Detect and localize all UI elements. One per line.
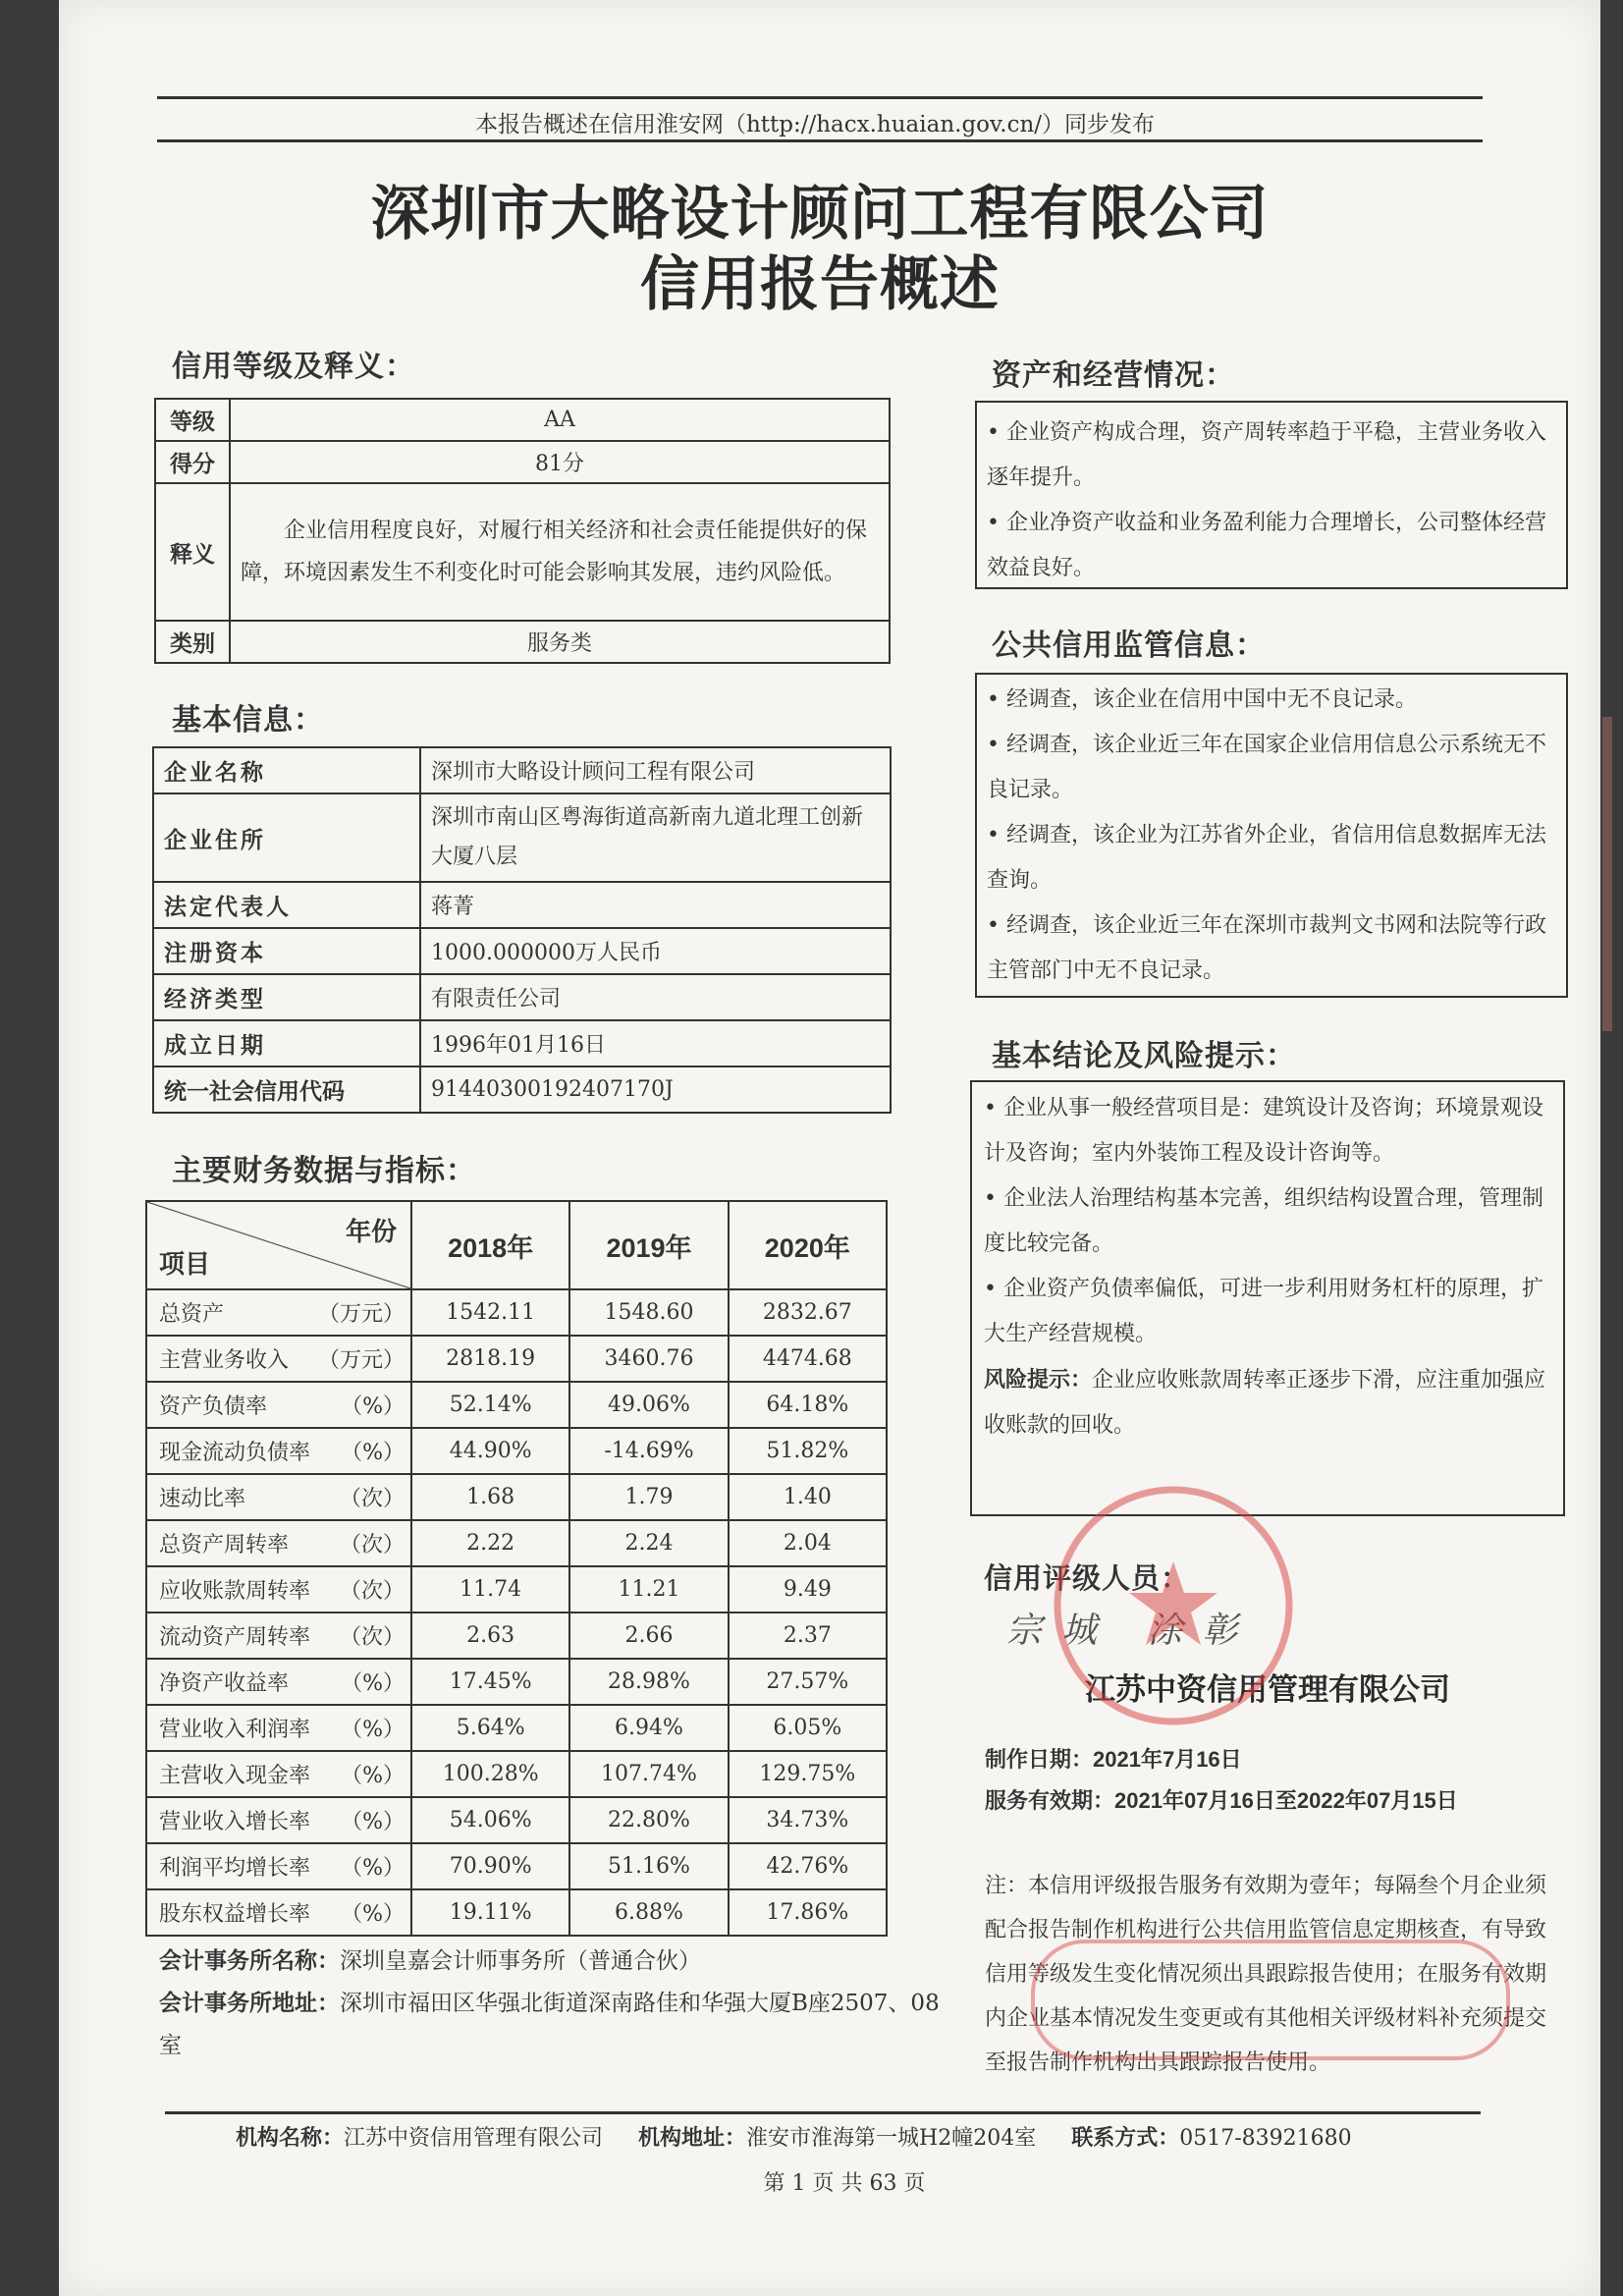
table-row xyxy=(155,621,890,663)
metric-label xyxy=(146,1659,411,1705)
metric-label xyxy=(146,1613,411,1659)
table-row xyxy=(153,747,891,793)
metric-name: 资产负债率 xyxy=(159,1394,268,1419)
metric-name: 总资产 xyxy=(159,1302,225,1327)
meaning-value: 企业信用程度良好，对履行相关经济和社会责任能提供好的保障，环境因素发生不利变化时可能会影响其发展，违约风险低。 xyxy=(230,483,890,621)
score-value: 81分 xyxy=(230,441,890,483)
list-item: • 经调查，该企业为江苏省外企业，省信用信息数据库无法查询。 xyxy=(987,823,1546,893)
accounting-firm-address-label: 会计事务所地址： xyxy=(159,1990,340,2016)
basic-info-table xyxy=(152,746,892,1114)
metric-value: 1548.60 xyxy=(569,1289,728,1336)
metric-name: 应收账款周转率 xyxy=(159,1579,311,1604)
basic-info-value: 91440300192407170J xyxy=(420,1066,891,1113)
metric-value: 11.21 xyxy=(569,1566,728,1613)
metric-value: 2818.19 xyxy=(411,1336,569,1382)
report-title: 信用报告概述 xyxy=(640,250,1000,319)
basic-info-label: 统一社会信用代码 xyxy=(153,1066,420,1113)
metric-unit: （%） xyxy=(341,1671,405,1696)
table-row xyxy=(153,928,891,974)
seam-seal-icon xyxy=(1602,717,1612,1031)
metric-name: 利润平均增长率 xyxy=(159,1856,311,1881)
metric-value: 70.90% xyxy=(411,1843,569,1889)
validity-period: 2021年07月16日至2022年07月15日 xyxy=(1114,1788,1458,1813)
credit-grade-table xyxy=(154,398,891,664)
list-item: • 企业从事一般经营项目是：建筑设计及咨询；环境景观设计及咨询；室内外装饰工程及设计咨询等。 xyxy=(984,1096,1543,1166)
issue-date-label: 制作日期： xyxy=(985,1747,1094,1772)
metric-value: 17.45% xyxy=(411,1659,569,1705)
conclusion-list xyxy=(984,1086,1553,1449)
table-row xyxy=(153,1020,891,1066)
report-page xyxy=(59,0,1600,2296)
basic-info-value: 深圳市大略设计顾问工程有限公司 xyxy=(420,747,891,793)
metric-unit: （%） xyxy=(341,1441,405,1465)
contract-seal-icon xyxy=(1031,1940,1510,2060)
metric-value: 51.82% xyxy=(729,1428,887,1474)
metric-label xyxy=(146,1336,411,1382)
metric-label xyxy=(146,1428,411,1474)
metric-value: 11.74 xyxy=(411,1566,569,1613)
basic-info-label: 企业住所 xyxy=(153,793,420,882)
table-row xyxy=(146,1201,887,1289)
list-item: • 企业资产构成合理，资产周转率趋于平稳，主营业务收入逐年提升。 xyxy=(987,420,1546,490)
metric-value: 5.64% xyxy=(411,1705,569,1751)
list-item: • 企业资产负债率偏低，可进一步利用财务杠杆的原理，扩大生产经营规模。 xyxy=(984,1277,1543,1346)
basic-info-value: 蒋菁 xyxy=(420,882,891,928)
metric-unit: （万元） xyxy=(317,1302,405,1327)
credit-grade-heading: 信用等级及释义： xyxy=(172,350,415,384)
metric-value: 19.11% xyxy=(411,1889,569,1936)
financials-table xyxy=(145,1200,888,1937)
metric-name: 营业收入利润率 xyxy=(159,1718,311,1742)
conclusion-heading: 基本结论及风险提示： xyxy=(992,1039,1296,1073)
meaning-label: 释义 xyxy=(155,483,230,621)
grade-label: 等级 xyxy=(155,399,230,441)
metric-value: 49.06% xyxy=(569,1382,728,1428)
accounting-firm-name-label: 会计事务所名称： xyxy=(159,1947,340,1974)
metric-value: 27.57% xyxy=(729,1659,887,1705)
assets-list xyxy=(987,410,1556,591)
table-row xyxy=(153,1066,891,1113)
table-row xyxy=(153,882,891,928)
metric-unit: （%） xyxy=(341,1764,405,1788)
table-row xyxy=(146,1289,887,1336)
corner-item: 项目 xyxy=(159,1249,211,1279)
metric-value: 6.05% xyxy=(729,1705,887,1751)
metric-name: 流动资产周转率 xyxy=(159,1625,311,1650)
basic-info-label: 法定代表人 xyxy=(153,882,420,928)
metric-name: 营业收入增长率 xyxy=(159,1810,311,1834)
table-row xyxy=(146,1751,887,1797)
accounting-firm-name-line xyxy=(159,1942,701,1975)
list-item: • 经调查，该企业近三年在深圳市裁判文书网和法院等行政主管部门中无不良记录。 xyxy=(987,913,1546,983)
metric-name: 速动比率 xyxy=(159,1487,246,1511)
metric-unit: （%） xyxy=(341,1718,405,1742)
table-row xyxy=(146,1382,887,1428)
issue-date: 2021年7月16日 xyxy=(1093,1747,1242,1772)
metric-unit: （次） xyxy=(339,1579,405,1604)
metric-name: 股东权益增长率 xyxy=(159,1902,311,1927)
metric-label xyxy=(146,1289,411,1336)
footer-info: 机构名称：江苏中资信用管理有限公司 机构地址：淮安市淮海第一城H2幢204室 联系方式：0517-83921680 xyxy=(236,2125,1352,2151)
table-row xyxy=(146,1705,887,1751)
list-item: • 企业法人治理结构基本完善，组织结构设置合理，管理制度比较完备。 xyxy=(984,1186,1543,1256)
list-item: • 经调查，该企业在信用中国中无不良记录。 xyxy=(987,687,1417,712)
metric-name: 净资产收益率 xyxy=(159,1671,290,1696)
metric-label xyxy=(146,1705,411,1751)
table-row xyxy=(153,974,891,1020)
table-row xyxy=(155,483,890,621)
metric-value: 107.74% xyxy=(569,1751,728,1797)
table-row xyxy=(155,399,890,441)
metric-value: 1.68 xyxy=(411,1474,569,1520)
metric-label xyxy=(146,1889,411,1936)
rating-agency: 江苏中资信用管理有限公司 xyxy=(1085,1672,1450,1707)
metric-unit: （万元） xyxy=(317,1348,405,1373)
metric-value: 2.22 xyxy=(411,1520,569,1566)
metric-value: 22.80% xyxy=(569,1797,728,1843)
public-credit-heading: 公共信用监管信息： xyxy=(992,629,1266,663)
metric-value: 2.04 xyxy=(729,1520,887,1566)
corner-year: 年份 xyxy=(345,1217,397,1246)
metric-label xyxy=(146,1566,411,1613)
metric-value: 64.18% xyxy=(729,1382,887,1428)
table-row xyxy=(146,1613,887,1659)
category-label: 类别 xyxy=(155,621,230,663)
basic-info-heading: 基本信息： xyxy=(172,703,324,738)
metric-label xyxy=(146,1751,411,1797)
basic-info-label: 经济类型 xyxy=(153,974,420,1020)
metric-label xyxy=(146,1382,411,1428)
rater-signatures: 宗城 涂彰 xyxy=(1006,1611,1258,1651)
metric-value: 2.66 xyxy=(569,1613,728,1659)
table-row xyxy=(146,1336,887,1382)
metric-value: 28.98% xyxy=(569,1659,728,1705)
table-row xyxy=(146,1428,887,1474)
validity-line xyxy=(985,1784,1458,1815)
metric-value: 42.76% xyxy=(729,1843,887,1889)
accounting-firm-address-line xyxy=(159,1982,945,2067)
basic-info-value: 有限责任公司 xyxy=(420,974,891,1020)
issue-date-line xyxy=(985,1743,1242,1774)
metric-value: 2.37 xyxy=(729,1613,887,1659)
table-row xyxy=(146,1843,887,1889)
metric-name: 现金流动负债率 xyxy=(159,1441,311,1465)
metric-unit: （%） xyxy=(341,1902,405,1927)
metric-unit: （%） xyxy=(341,1810,405,1834)
metric-value: 2832.67 xyxy=(729,1289,887,1336)
basic-info-value: 1000.000000万人民币 xyxy=(420,928,891,974)
accounting-firm-address: 深圳市福田区华强北街道深南路佳和华强大厦B座2507、08室 xyxy=(159,1991,940,2058)
financials-heading: 主要财务数据与指标： xyxy=(172,1154,476,1188)
metric-value: 17.86% xyxy=(729,1889,887,1936)
financials-body xyxy=(146,1289,887,1936)
metric-value: 1542.11 xyxy=(411,1289,569,1336)
raters-label: 信用评级人员： xyxy=(984,1561,1191,1595)
year-header: 2019年 xyxy=(569,1201,728,1289)
metric-unit: （次） xyxy=(339,1625,405,1650)
accounting-firm-name: 深圳皇嘉会计师事务所（普通合伙） xyxy=(340,1948,701,1974)
table-row xyxy=(146,1889,887,1936)
table-row xyxy=(155,441,890,483)
basic-info-value: 深圳市南山区粤海街道高新南九道北理工创新大厦八层 xyxy=(420,793,891,882)
table-row xyxy=(146,1659,887,1705)
metric-label xyxy=(146,1843,411,1889)
score-label: 得分 xyxy=(155,441,230,483)
metric-name: 总资产周转率 xyxy=(159,1533,290,1558)
sync-notice: 本报告概述在信用淮安网（http://hacx.huaian.gov.cn/）同步发布 xyxy=(474,112,1156,137)
metric-unit: （次） xyxy=(339,1487,405,1511)
table-row xyxy=(146,1474,887,1520)
metric-value: 1.40 xyxy=(729,1474,887,1520)
metric-value: 100.28% xyxy=(411,1751,569,1797)
metric-value: -14.69% xyxy=(569,1428,728,1474)
validity-label: 服务有效期： xyxy=(985,1788,1115,1813)
metric-value: 51.16% xyxy=(569,1843,728,1889)
assets-heading: 资产和经营情况： xyxy=(992,358,1235,393)
public-credit-list xyxy=(987,678,1556,994)
company-title: 深圳市大略设计顾问工程有限公司 xyxy=(370,180,1270,248)
list-item: • 企业净资产收益和业务盈利能力合理增长，公司整体经营效益良好。 xyxy=(987,511,1546,580)
table-row xyxy=(153,793,891,882)
metric-value: 6.88% xyxy=(569,1889,728,1936)
footer-rule xyxy=(165,2111,1481,2114)
year-header: 2018年 xyxy=(411,1201,569,1289)
table-row xyxy=(146,1797,887,1843)
metric-unit: （%） xyxy=(341,1856,405,1881)
table-row xyxy=(146,1520,887,1566)
basic-info-label: 企业名称 xyxy=(153,747,420,793)
validity-note: 注：本信用评级报告服务有效期为壹年；每隔叁个月企业须配合报告制作机构进行公共信用监管信息定期核查，有导致信用等级发生变化情况须出具跟踪报告使用；在服务有效期内企业基本情况发生变更或有其他相关评级材料补充须提交至报告制作机构出具跟踪报告使用。 xyxy=(985,1874,1547,2075)
page-number: 第 1 页 共 63 页 xyxy=(763,2171,926,2196)
table-row xyxy=(146,1566,887,1613)
basic-info-value: 1996年01月16日 xyxy=(420,1020,891,1066)
company-seal-icon xyxy=(1046,1478,1301,1733)
metric-value: 9.49 xyxy=(729,1566,887,1613)
grade-value: AA xyxy=(230,399,890,441)
metric-value: 34.73% xyxy=(729,1797,887,1843)
metric-value: 129.75% xyxy=(729,1751,887,1797)
metric-unit: （%） xyxy=(341,1394,405,1419)
basic-info-label: 成立日期 xyxy=(153,1020,420,1066)
metric-value: 54.06% xyxy=(411,1797,569,1843)
metric-value: 2.24 xyxy=(569,1520,728,1566)
metric-label xyxy=(146,1474,411,1520)
metric-value: 6.94% xyxy=(569,1705,728,1751)
metric-unit: （次） xyxy=(339,1533,405,1558)
metric-value: 44.90% xyxy=(411,1428,569,1474)
header-bottom-rule xyxy=(157,139,1483,142)
year-header: 2020年 xyxy=(729,1201,887,1289)
metric-name: 主营业务收入 xyxy=(159,1348,290,1373)
risk-note: 风险提示：企业应收账款周转率正逐步下滑，应注重加强应收账款的回收。 xyxy=(984,1367,1546,1438)
list-item: • 经调查，该企业近三年在国家企业信用信息公示系统无不良记录。 xyxy=(987,733,1546,802)
category-value: 服务类 xyxy=(230,621,890,663)
metric-label xyxy=(146,1520,411,1566)
metric-value: 2.63 xyxy=(411,1613,569,1659)
corner-cell xyxy=(146,1201,411,1289)
metric-value: 52.14% xyxy=(411,1382,569,1428)
header-top-rule xyxy=(157,96,1483,99)
basic-info-label: 注册资本 xyxy=(153,928,420,974)
metric-value: 3460.76 xyxy=(569,1336,728,1382)
metric-label xyxy=(146,1797,411,1843)
metric-value: 1.79 xyxy=(569,1474,728,1520)
metric-name: 主营收入现金率 xyxy=(159,1764,311,1788)
metric-value: 4474.68 xyxy=(729,1336,887,1382)
